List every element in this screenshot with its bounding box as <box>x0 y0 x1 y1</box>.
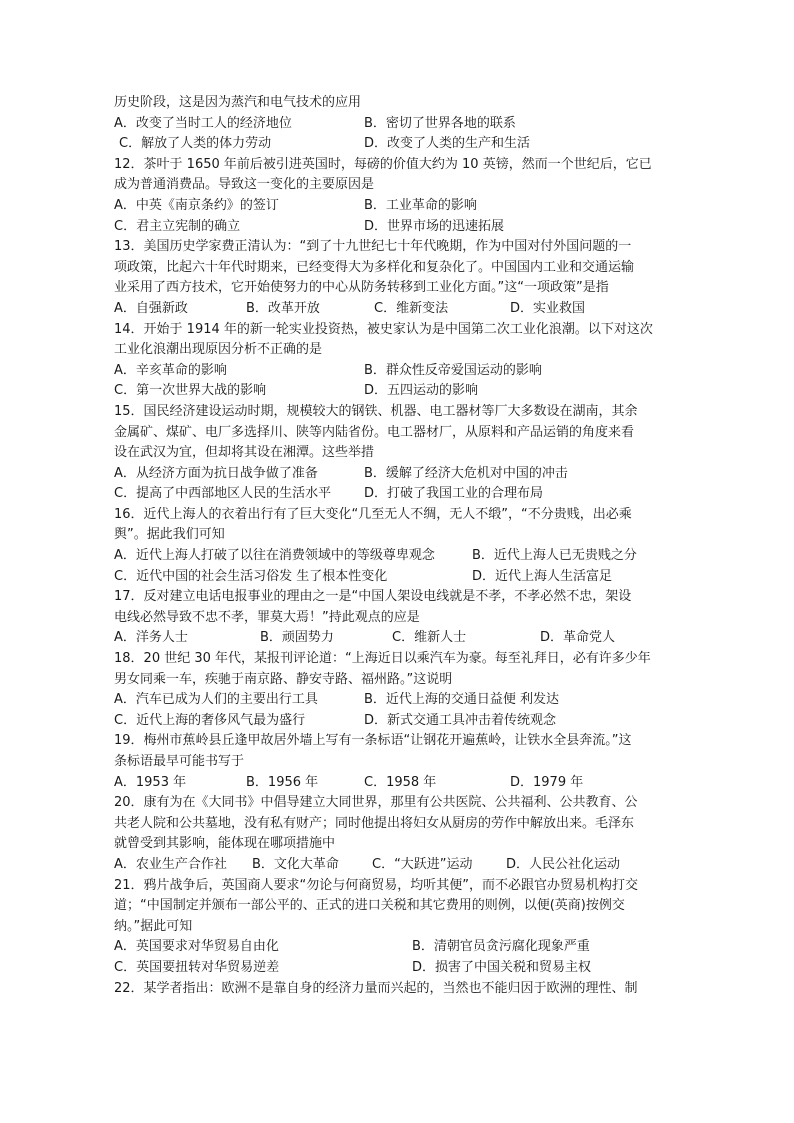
option-b: B．清朝官员贪污腐化现象严重 <box>412 939 590 955</box>
option-b: D．世界市场的迅速拓展 <box>364 218 505 234</box>
option-b: B．顽固势力 <box>260 630 334 646</box>
question-text-line: 就曾受到其影响，能体现在哪项措施中 <box>114 836 336 852</box>
question-text-line: 成为普通消费品。导致这一变化的主要原因是 <box>114 177 375 193</box>
question-text-line: 17．反对建立电话电报事业的理由之一是“中国人架设电线就是不孝，不孝必然不忠，架设 <box>114 589 632 605</box>
option-row <box>114 196 684 217</box>
option-a: A．中英《南京条约》的签订 <box>114 197 279 213</box>
question-text-line: 金属矿、煤矿、电厂多选择川、陕等内陆省份。电工器材厂，从原料和产品运销的角度来看 <box>114 424 635 440</box>
option-row <box>114 361 684 382</box>
question-text-line: 20．康有为在《大同书》中倡导建立大同世界，那里有公共医院、公共福利、公共教育、公 <box>114 795 638 811</box>
exam-content <box>114 93 684 999</box>
question-text-line: 共老人院和公共墓地，没有私有财产；同时他提出将妇女从厨房的劳作中解放出来。毛泽东 <box>114 815 635 831</box>
option-row <box>114 855 684 876</box>
question-text-line: 男女同乘一车，疾驰于南京路、静安寺路、福州路。”这说明 <box>114 671 453 687</box>
option-a: A．汽车已成为人们的主要出行工具 <box>114 692 318 708</box>
question-text-line: 21．鸦片战争后，英国商人要求“勿论与何商贸易，均听其便”，而不必跟官办贸易机构打交 <box>114 877 639 893</box>
question-text-line: 22．某学者指出：欧洲不是靠自身的经济力量而兴起的，当然也不能归因于欧洲的理性、制 <box>114 980 638 996</box>
option-a: C．提高了中西部地区人民的生活水平 <box>114 486 332 502</box>
option-c: C．维新人士 <box>392 630 467 646</box>
question-text-line: 设在武汉为宜，但却将其设在湘潭。这些举措 <box>114 445 375 461</box>
option-row <box>114 217 684 238</box>
option-row <box>114 484 684 505</box>
question-text-line: 19．梅州市蕉岭县丘逢甲故居外墙上写有一条标语“让钢花开遍蕉岭，让铁水全县奔流。”这 <box>114 733 632 749</box>
option-row <box>114 937 684 958</box>
option-b: B．文化大革命 <box>252 856 339 872</box>
option-b: B．群众性反帝爱国运动的影响 <box>364 362 542 378</box>
option-a: A．英国要求对华贸易自由化 <box>114 939 279 955</box>
option-row <box>114 711 684 732</box>
option-d: D．1979 年 <box>510 774 584 790</box>
option-row <box>114 690 684 711</box>
option-row <box>114 628 684 649</box>
option-a: A．近代上海人打破了以往在消费领域中的等级尊卑观念 <box>114 548 435 564</box>
question-text-line: 历史阶段，这是因为蒸汽和电气技术的应用 <box>114 95 362 110</box>
option-b: D．五四运动的影响 <box>364 383 479 399</box>
option-b: B．1956 年 <box>246 774 319 790</box>
option-b: B．缓解了经济大危机对中国的冲击 <box>364 465 568 481</box>
question-text-line: 工业化浪潮出现原因分析不正确的是 <box>114 342 323 358</box>
option-a: A．从经济方面为抗日战争做了准备 <box>114 465 318 481</box>
option-row <box>114 381 684 402</box>
option-c: C．维新变法 <box>374 300 449 316</box>
option-b: D．改变了人类的生产和生活 <box>364 136 531 152</box>
option-d: D．人民公社化运动 <box>506 856 621 872</box>
option-a: C．近代上海的奢侈风气最为盛行 <box>114 712 306 728</box>
option-d: D．革命党人 <box>540 630 616 646</box>
question-text-line: 条标语最早可能书写于 <box>114 754 245 769</box>
option-row <box>114 546 684 567</box>
question-text-line: 道；“中国制定并颁布一部公平的、正式的进口关税和其它费用的则例，以便(英商)按例交 <box>114 898 625 914</box>
option-row <box>114 773 684 794</box>
question-text-line: 纳。”据此可知 <box>114 918 193 934</box>
option-b: D．新式交通工具冲击着传统观念 <box>364 712 557 728</box>
option-row <box>114 134 684 155</box>
option-b: B．工业革命的影响 <box>364 197 477 213</box>
option-row <box>114 958 684 979</box>
option-row <box>114 464 684 485</box>
option-a: C．第一次世界大战的影响 <box>114 383 267 399</box>
option-a: A．1953 年 <box>114 774 187 790</box>
option-row <box>114 114 684 135</box>
option-a: C．君主立宪制的确立 <box>114 218 241 234</box>
option-d: D．实业救国 <box>510 300 586 316</box>
question-text-line: 16．近代上海人的衣着出行有了巨大变化“几至无人不绸，无人不缎”，“不分贵贱，出必乘 <box>114 506 632 522</box>
option-a: C．解放了人类的体力劳动 <box>119 136 272 152</box>
option-c: C．“大跃进”运动 <box>372 856 473 872</box>
option-a: C．近代中国的社会生活习俗发 生了根本性变化 <box>114 568 388 584</box>
option-a: A．改变了当时工人的经济地位 <box>114 115 292 131</box>
option-b: D．损害了中国关税和贸易主权 <box>412 959 592 975</box>
question-text-line: 项政策，比起六十年代时期来，已经变得大为多样化和复杂化了。中国国内工业和交通运输 <box>114 259 635 275</box>
option-row <box>114 299 684 320</box>
option-b: B．近代上海人已无贵贱之分 <box>472 548 637 564</box>
question-text-line: 业采用了西方技术，它开始使努力的中心从防务转移到工业化方面。”这“一项政策”是指 <box>114 280 609 296</box>
option-a: A．洋务人士 <box>114 630 188 646</box>
option-row <box>114 567 684 588</box>
question-text-line: 15．国民经济建设运动时期，规模较大的钢铁、机器、电工器材等厂大多数设在湖南，其余 <box>114 403 638 419</box>
option-a: C．英国要扭转对华贸易逆差 <box>114 959 280 975</box>
question-text-line: 13．美国历史学家费正清认为：“到了十九世纪七十年代晚期，作为中国对付外国问题的一 <box>114 239 632 255</box>
option-b: B．密切了世界各地的联系 <box>364 115 516 131</box>
option-a: A．农业生产合作社 <box>114 856 227 872</box>
option-c: C．1958 年 <box>364 774 437 790</box>
question-text-line: 电线必然导致不忠不孝，罪莫大焉！”持此观点的应是 <box>114 609 420 625</box>
option-b: D．近代上海人生活富足 <box>472 568 613 584</box>
question-text-line: 14．开始于 1914 年的新一轮实业投资热，被史家认为是中国第二次工业化浪潮。以下对这次 <box>114 321 653 337</box>
option-b: B．近代上海的交通日益便 利发达 <box>364 692 560 708</box>
question-text-line: 18．20 世纪 30 年代，某报刊评论道：“上海近日以乘汽车为豪。每至礼拜日，必有许多少年 <box>114 651 651 667</box>
option-a: A．自强新政 <box>114 300 188 316</box>
option-b: B．改革开放 <box>246 300 320 316</box>
question-text-line: 12．茶叶于 1650 年前后被引进英国时，每磅的价值大约为 10 英镑，然而一个世纪后，它已 <box>114 156 652 172</box>
option-a: A．辛亥革命的影响 <box>114 362 227 378</box>
option-b: D．打破了我国工业的合理布局 <box>364 486 544 502</box>
question-text-line: 舆”。据此我们可知 <box>114 527 225 543</box>
